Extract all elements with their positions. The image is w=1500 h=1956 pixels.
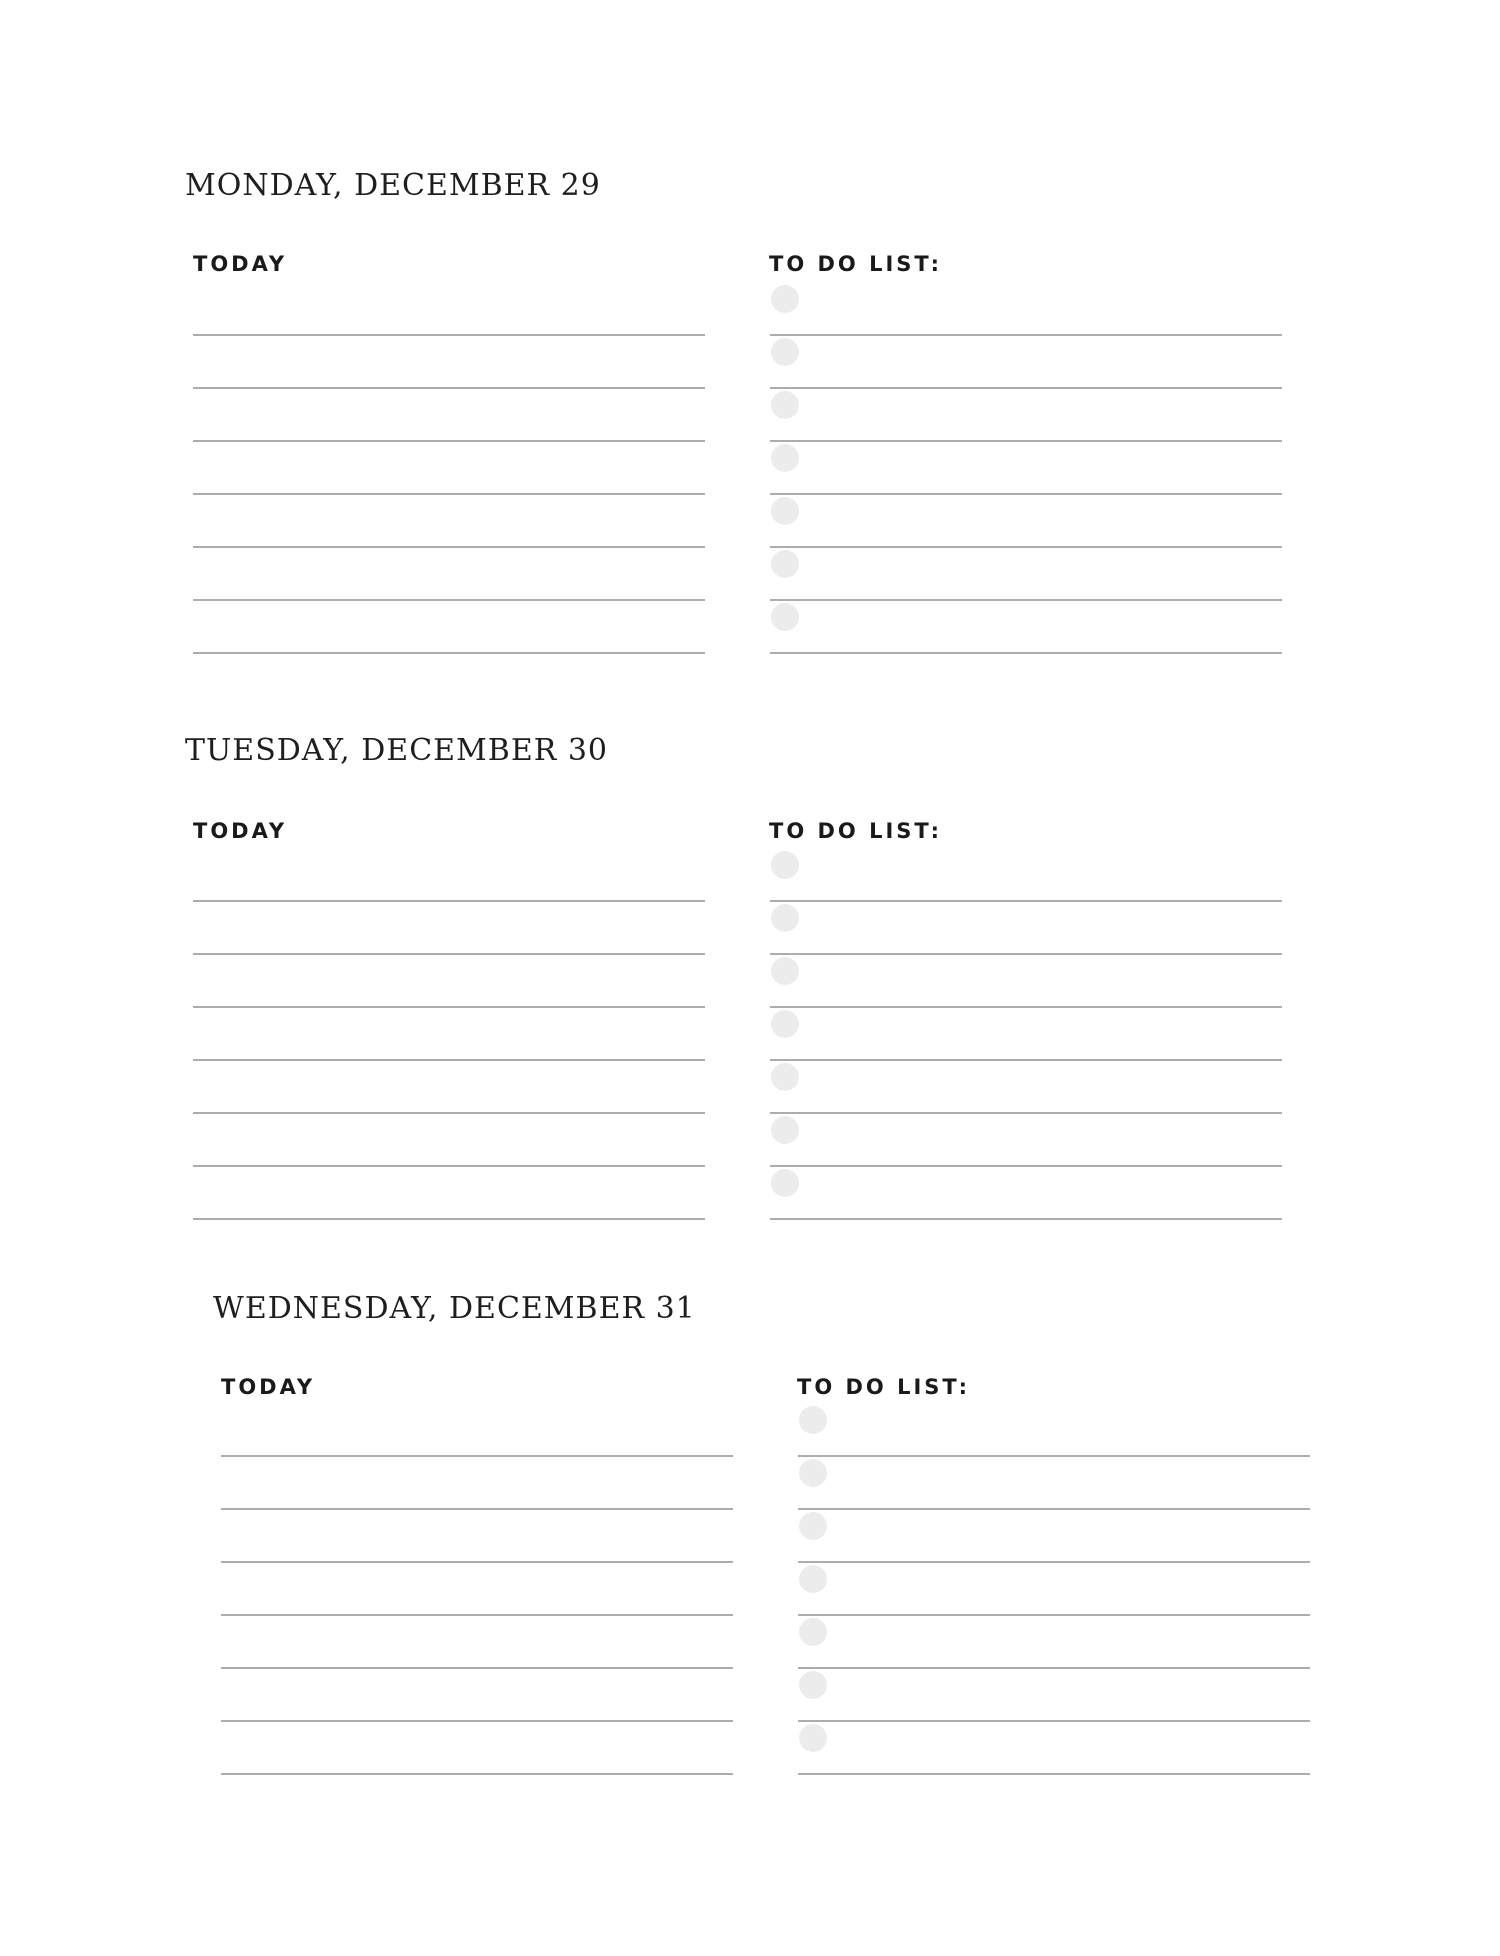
today-writing-line[interactable] — [221, 1510, 733, 1563]
todo-item[interactable] — [770, 1008, 1282, 1061]
today-writing-line[interactable] — [193, 1114, 705, 1167]
day-title: MONDAY, DECEMBER 29 — [185, 168, 601, 203]
today-writing-line[interactable] — [193, 389, 705, 442]
checkbox-circle-icon[interactable] — [799, 1724, 827, 1752]
checkbox-circle-icon[interactable] — [771, 391, 799, 419]
todo-item[interactable] — [770, 336, 1282, 389]
today-writing-line[interactable] — [193, 1167, 705, 1220]
today-label: TODAY — [193, 252, 288, 276]
checkbox-circle-icon[interactable] — [771, 1010, 799, 1038]
today-writing-line[interactable] — [221, 1722, 733, 1775]
today-writing-line[interactable] — [193, 442, 705, 495]
today-label: TODAY — [221, 1375, 316, 1399]
todo-item[interactable] — [798, 1510, 1310, 1563]
todo-item[interactable] — [798, 1669, 1310, 1722]
checkbox-circle-icon[interactable] — [771, 550, 799, 578]
checkbox-circle-icon[interactable] — [799, 1512, 827, 1540]
checkbox-circle-icon[interactable] — [799, 1671, 827, 1699]
today-writing-line[interactable] — [193, 548, 705, 601]
today-writing-line[interactable] — [221, 1457, 733, 1510]
checkbox-circle-icon[interactable] — [771, 285, 799, 313]
checkbox-circle-icon[interactable] — [799, 1459, 827, 1487]
checkbox-circle-icon[interactable] — [799, 1618, 827, 1646]
today-writing-line[interactable] — [193, 902, 705, 955]
checkbox-circle-icon[interactable] — [799, 1565, 827, 1593]
day-title: TUESDAY, DECEMBER 30 — [185, 733, 609, 768]
today-writing-line[interactable] — [221, 1669, 733, 1722]
checkbox-circle-icon[interactable] — [771, 1063, 799, 1091]
today-writing-line[interactable] — [221, 1563, 733, 1616]
todo-list-label: TO DO LIST: — [769, 819, 942, 843]
checkbox-circle-icon[interactable] — [771, 904, 799, 932]
todo-item[interactable] — [770, 389, 1282, 442]
todo-item[interactable] — [770, 1061, 1282, 1114]
todo-item[interactable] — [770, 1114, 1282, 1167]
today-lines — [193, 283, 705, 654]
today-writing-line[interactable] — [193, 849, 705, 902]
todo-item[interactable] — [798, 1404, 1310, 1457]
todo-item[interactable] — [798, 1722, 1310, 1775]
today-writing-line[interactable] — [193, 955, 705, 1008]
todo-item[interactable] — [770, 548, 1282, 601]
checkbox-circle-icon[interactable] — [771, 957, 799, 985]
today-writing-line[interactable] — [193, 283, 705, 336]
todo-item[interactable] — [770, 902, 1282, 955]
checkbox-circle-icon[interactable] — [771, 851, 799, 879]
todo-item[interactable] — [770, 601, 1282, 654]
todo-item[interactable] — [770, 495, 1282, 548]
todo-item[interactable] — [770, 849, 1282, 902]
todo-item[interactable] — [770, 1167, 1282, 1220]
checkbox-circle-icon[interactable] — [771, 444, 799, 472]
todo-list — [770, 849, 1282, 1220]
todo-item[interactable] — [770, 442, 1282, 495]
today-label: TODAY — [193, 819, 288, 843]
today-writing-line[interactable] — [193, 495, 705, 548]
checkbox-circle-icon[interactable] — [771, 1169, 799, 1197]
todo-item[interactable] — [798, 1457, 1310, 1510]
checkbox-circle-icon[interactable] — [771, 497, 799, 525]
checkbox-circle-icon[interactable] — [799, 1406, 827, 1434]
today-writing-line[interactable] — [221, 1616, 733, 1669]
today-lines — [193, 849, 705, 1220]
todo-item[interactable] — [770, 283, 1282, 336]
today-writing-line[interactable] — [193, 1008, 705, 1061]
today-writing-line[interactable] — [193, 601, 705, 654]
today-writing-line[interactable] — [193, 336, 705, 389]
todo-item[interactable] — [798, 1616, 1310, 1669]
todo-list-label: TO DO LIST: — [769, 252, 942, 276]
todo-list-label: TO DO LIST: — [797, 1375, 970, 1399]
today-writing-line[interactable] — [193, 1061, 705, 1114]
todo-item[interactable] — [770, 955, 1282, 1008]
todo-list — [798, 1404, 1310, 1775]
today-lines — [221, 1404, 733, 1775]
today-writing-line[interactable] — [221, 1404, 733, 1457]
checkbox-circle-icon[interactable] — [771, 1116, 799, 1144]
day-title: WEDNESDAY, DECEMBER 31 — [213, 1291, 696, 1326]
checkbox-circle-icon[interactable] — [771, 603, 799, 631]
checkbox-circle-icon[interactable] — [771, 338, 799, 366]
todo-list — [770, 283, 1282, 654]
todo-item[interactable] — [798, 1563, 1310, 1616]
